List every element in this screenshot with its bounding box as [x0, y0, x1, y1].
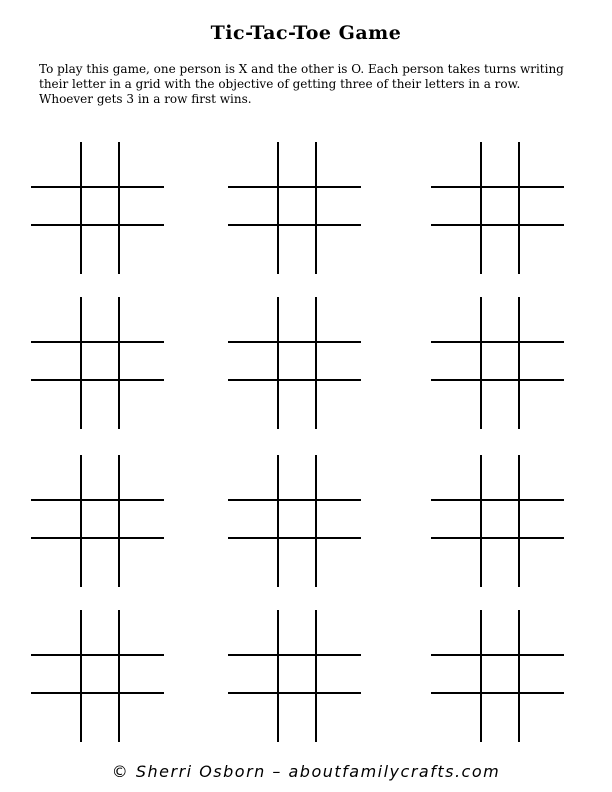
- grid-horizontal-line: [31, 186, 164, 188]
- grid-vertical-line: [277, 297, 279, 429]
- grid-horizontal-line: [228, 654, 361, 656]
- grid-vertical-line: [277, 610, 279, 742]
- grid-horizontal-line: [31, 654, 164, 656]
- grid-vertical-line: [118, 610, 120, 742]
- grid-horizontal-line: [31, 379, 164, 381]
- tic-tac-toe-grid: [31, 455, 166, 590]
- grid-horizontal-line: [228, 224, 361, 226]
- grid-vertical-line: [118, 455, 120, 587]
- grid-vertical-line: [315, 610, 317, 742]
- tic-tac-toe-grid: [228, 455, 363, 590]
- grid-vertical-line: [480, 455, 482, 587]
- tic-tac-toe-grid: [31, 610, 166, 745]
- tic-tac-toe-grid: [431, 142, 566, 277]
- copyright-footer: © Sherri Osborn – aboutfamilycrafts.com: [111, 762, 501, 781]
- grid-horizontal-line: [31, 341, 164, 343]
- grid-horizontal-line: [431, 499, 564, 501]
- grid-vertical-line: [480, 610, 482, 742]
- grid-horizontal-line: [31, 537, 164, 539]
- grid-vertical-line: [480, 297, 482, 429]
- tic-tac-toe-grid: [431, 610, 566, 745]
- grid-vertical-line: [518, 142, 520, 274]
- page-title: Tic-Tac-Toe Game: [210, 22, 402, 44]
- tic-tac-toe-grid: [228, 610, 363, 745]
- grid-horizontal-line: [431, 537, 564, 539]
- grid-horizontal-line: [431, 186, 564, 188]
- grid-horizontal-line: [31, 692, 164, 694]
- instructions-text: To play this game, one person is X and the other is O. Each person takes turns writing their letter in a grid with the objective of getting three of their letters in a row. Whoever gets 3 in a row first wins.: [39, 62, 564, 106]
- grid-vertical-line: [518, 610, 520, 742]
- grid-vertical-line: [518, 455, 520, 587]
- grid-horizontal-line: [228, 537, 361, 539]
- grid-horizontal-line: [228, 499, 361, 501]
- grid-vertical-line: [277, 455, 279, 587]
- grid-vertical-line: [518, 297, 520, 429]
- tic-tac-toe-grid: [228, 297, 363, 432]
- grid-horizontal-line: [228, 692, 361, 694]
- grid-vertical-line: [315, 297, 317, 429]
- grid-horizontal-line: [228, 341, 361, 343]
- grid-horizontal-line: [228, 379, 361, 381]
- grid-vertical-line: [480, 142, 482, 274]
- grid-vertical-line: [315, 455, 317, 587]
- tic-tac-toe-grid: [431, 297, 566, 432]
- grid-horizontal-line: [431, 224, 564, 226]
- tic-tac-toe-grid: [31, 142, 166, 277]
- grid-horizontal-line: [431, 341, 564, 343]
- grid-horizontal-line: [431, 692, 564, 694]
- grid-vertical-line: [118, 297, 120, 429]
- grid-vertical-line: [315, 142, 317, 274]
- grid-horizontal-line: [31, 499, 164, 501]
- grid-vertical-line: [80, 455, 82, 587]
- tic-tac-toe-grid: [31, 297, 166, 432]
- grid-horizontal-line: [228, 186, 361, 188]
- grid-vertical-line: [80, 297, 82, 429]
- grid-horizontal-line: [431, 379, 564, 381]
- grid-vertical-line: [80, 142, 82, 274]
- grid-horizontal-line: [431, 654, 564, 656]
- grid-vertical-line: [80, 610, 82, 742]
- grid-vertical-line: [277, 142, 279, 274]
- tic-tac-toe-grid: [228, 142, 363, 277]
- grid-vertical-line: [118, 142, 120, 274]
- tic-tac-toe-grid: [431, 455, 566, 590]
- grid-horizontal-line: [31, 224, 164, 226]
